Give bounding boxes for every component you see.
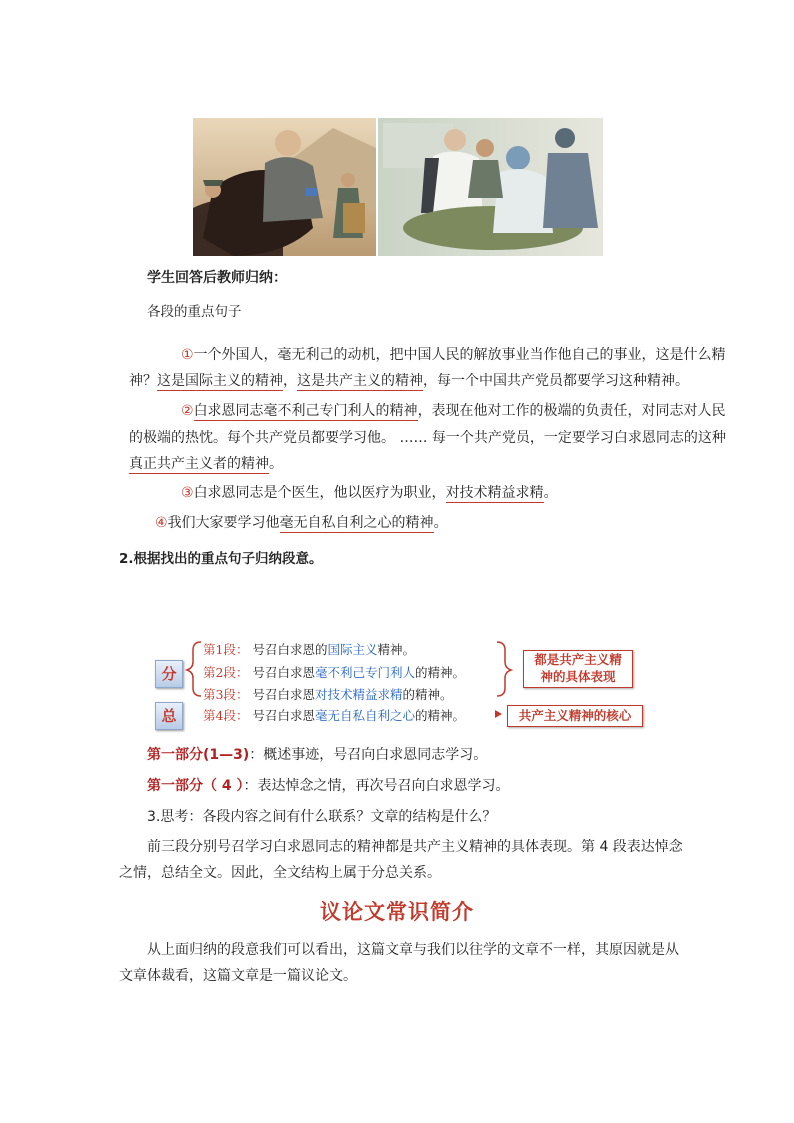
conclusion-box-1: 都是共产主义精 神的具体表现 — [523, 650, 633, 688]
key-sentence-1-line1: ①一个外国人，毫无利己的动机，把中国人民的解放事业当作他自己的事业，这是什么精 — [181, 347, 726, 363]
intro-line-2: 文章体裁看，这篇文章是一篇议论文。 — [119, 968, 357, 984]
key-sentence-4: ④我们大家要学习他毫无自私自利之心的精神。 — [155, 515, 448, 531]
fen-badge: 分 — [155, 660, 183, 688]
underlined-phrase: 真正共产主义者的精神 — [129, 456, 269, 472]
horse-scene — [193, 118, 376, 256]
answer-line-2: 之情，总结全文。因此，全文结构上属于分总关系。 — [119, 865, 441, 881]
underlined-phrase: 这是共产主义的精神 — [297, 373, 423, 389]
right-brace — [493, 638, 517, 698]
conclusion-box-2: 共产主义精神的核心 — [507, 705, 643, 727]
key-sentence-2-line2: 的极端的热忱。每个共产党员都要学习他。 …… 每一个共产党员，一定要学习白求恩同志的这种 — [129, 430, 726, 446]
illustration-image — [193, 118, 603, 256]
part-one: 第一部分(1—3)：概述事迹，号召向白求恩同志学习。 — [147, 747, 488, 763]
summary-row-1: 第1段： 号召白求恩的国际主义精神。 — [203, 642, 415, 657]
section-heading: 学生回答后教师归纳： — [147, 270, 287, 286]
intro-line-1: 从上面归纳的段意我们可以看出，这篇文章与我们以往学的文章不一样，其原因就是从 — [147, 942, 679, 958]
circled-number-4: ④ — [155, 515, 168, 531]
key-sentence-2-line1: ②白求恩同志毫不利己专门利人的精神，表现在他对工作的极端的负责任，对同志对人民 — [181, 403, 726, 419]
step2-heading: 2.根据找出的重点句子归纳段意。 — [119, 551, 323, 567]
question-3: 3.思考：各段内容之间有什么联系？文章的结构是什么？ — [147, 809, 497, 825]
circled-number-1: ① — [181, 347, 194, 363]
intro-title: 议论文常识简介 — [320, 900, 474, 924]
summary-row-2: 第2段： 号召白求恩毫不利己专门利人的精神。 — [203, 665, 465, 680]
circled-number-3: ③ — [181, 485, 194, 501]
answer-line-1: 前三段分别号召学习白求恩同志的精神都是共产主义精神的具体表现。第 4 段表达悼念 — [147, 839, 683, 855]
summary-row-3: 第3段： 号召白求恩对技术精益求精的精神。 — [203, 687, 453, 702]
underlined-phrase: 这是国际主义的精神 — [157, 373, 283, 389]
arrow-icon — [493, 708, 505, 720]
summary-row-4: 第4段： 号召白求恩毫无自私自利之心的精神。 — [203, 708, 465, 723]
key-sentence-1-line2: 神？这是国际主义的精神，这是共产主义的精神，每一个中国共产党员都要学习这种精神。 — [129, 373, 689, 389]
zong-badge: 总 — [155, 702, 183, 730]
key-sentence-2-line3: 真正共产主义者的精神。 — [129, 456, 283, 472]
underlined-phrase: 白求恩同志毫不利己专门利人的精神 — [193, 403, 418, 419]
underlined-phrase: 毫无自私自利之心的精神 — [279, 515, 434, 531]
circled-number-2: ② — [181, 403, 194, 419]
part-two: 第一部分（ 4 ）：表达悼念之情，再次号召向白求恩学习。 — [147, 778, 510, 794]
underlined-phrase: 对技术精益求精 — [445, 485, 544, 501]
surgery-scene — [378, 118, 603, 256]
key-sentence-3: ③白求恩同志是个医生，他以医疗为职业，对技术精益求精。 — [181, 485, 558, 501]
paragraph-summary-diagram — [155, 638, 645, 730]
key-sentences-label: 各段的重点句子 — [147, 304, 242, 320]
left-brace — [183, 638, 205, 698]
